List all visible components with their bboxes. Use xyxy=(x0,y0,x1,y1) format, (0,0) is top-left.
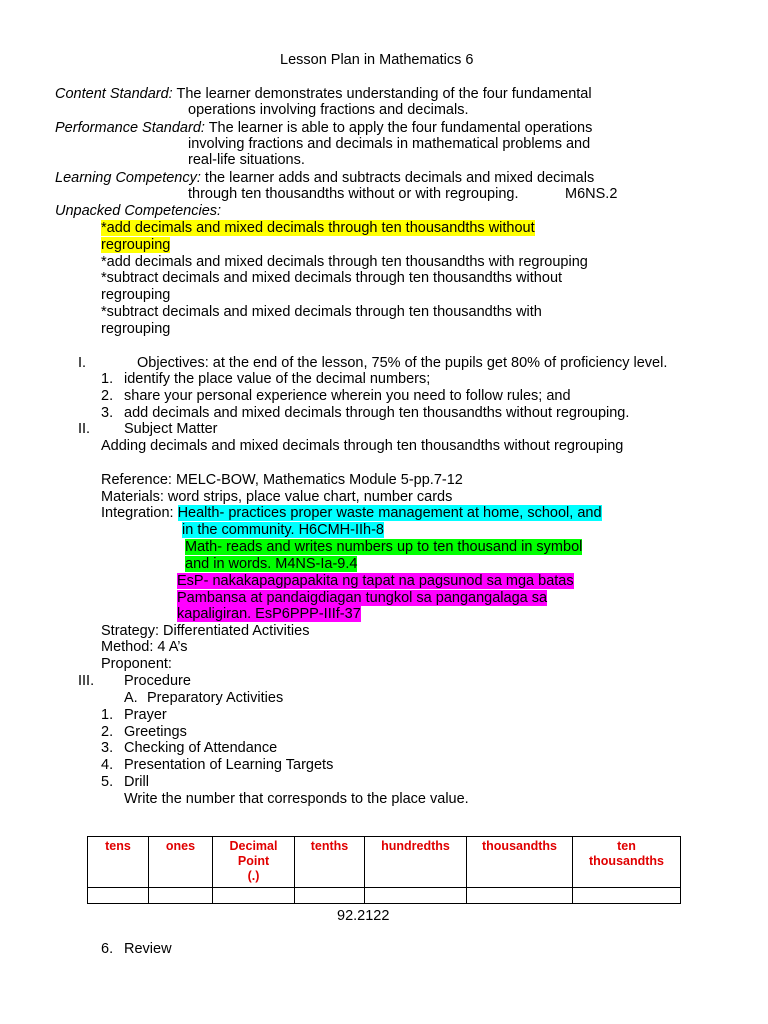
learning-competency-text: the learner adds and subtracts decimals and mixed decimals xyxy=(200,170,595,186)
section-numeral: I. xyxy=(78,355,87,371)
integration-line xyxy=(185,539,582,556)
integration xyxy=(101,505,602,522)
header-cell-ones: ones xyxy=(149,837,213,888)
place-value-table xyxy=(87,836,681,904)
unpacked-item-line xyxy=(101,237,170,254)
content-standard-line: operations involving fractions and decimals. xyxy=(188,102,469,118)
learning-competency-label: Learning Competency: xyxy=(55,170,201,186)
section-numeral: II. xyxy=(78,421,91,437)
performance-standard-label: Performance Standard: xyxy=(55,120,205,136)
highlighted-text: regrouping xyxy=(101,237,171,253)
list-number: 4. xyxy=(101,757,114,773)
list-number: 2. xyxy=(101,724,114,740)
section-numeral: III. xyxy=(78,673,95,689)
empty-cell[interactable] xyxy=(365,888,467,904)
preparatory-heading: Preparatory Activities xyxy=(147,690,284,706)
list-number: 6. xyxy=(101,941,114,957)
highlighted-text: and in words. M4NS-Ia-9.4 xyxy=(185,556,358,572)
performance-standard-line: real-life situations. xyxy=(188,152,305,168)
highlighted-text: EsP- nakakapagpapakita ng tapat na pagsunod sa mga batas xyxy=(177,573,574,589)
procedure-item: Drill xyxy=(124,774,149,790)
content-standard-label: Content Standard: xyxy=(55,86,173,102)
objectives-heading: Objectives: at the end of the lesson, 75% of the pupils get 80% of proficiency level. xyxy=(137,355,668,371)
integration-line xyxy=(177,590,547,607)
header-cell-tenths: tenths xyxy=(295,837,365,888)
header-cell-decimal-point: Decimal Point (.) xyxy=(213,837,295,888)
unpacked-competencies-label: Unpacked Competencies: xyxy=(55,203,222,219)
empty-cell[interactable] xyxy=(467,888,573,904)
highlighted-text: kapaligiran. EsP6PPP-IIIf-37 xyxy=(177,606,361,622)
list-number: 3. xyxy=(101,740,114,756)
objective-item: share your personal experience wherein you need to follow rules; and xyxy=(124,388,571,404)
header-cell-ten-thousandths: ten thousandths xyxy=(573,837,681,888)
list-number: 1. xyxy=(101,707,114,723)
performance-standard-line: involving fractions and decimals in mathematical problems and xyxy=(188,136,591,152)
highlighted-text: Math- reads and writes numbers up to ten thousand in symbol xyxy=(185,539,583,555)
review-item: Review xyxy=(124,941,172,957)
procedure-item: Presentation of Learning Targets xyxy=(124,757,334,773)
learning-competency xyxy=(55,170,594,187)
procedure-item: Checking of Attendance xyxy=(124,740,278,756)
content-standard xyxy=(55,86,592,103)
highlighted-text: Pambansa at pandaigdiagan tungkol sa pangangalaga sa xyxy=(177,590,548,606)
performance-standard-text: The learner is able to apply the four fundamental operations xyxy=(204,120,593,136)
procedure-heading: Procedure xyxy=(124,673,191,689)
header-cell-hundredths: hundredths xyxy=(365,837,467,888)
unpacked-item xyxy=(101,220,535,237)
procedure-item: Prayer xyxy=(124,707,167,723)
proponent: Proponent: xyxy=(101,656,172,672)
unpacked-item: *subtract decimals and mixed decimals through ten thousandths without xyxy=(101,270,563,286)
integration-line xyxy=(185,556,357,573)
header-cell-thousandths: thousandths xyxy=(467,837,573,888)
empty-cell[interactable] xyxy=(213,888,295,904)
performance-standard xyxy=(55,120,592,137)
objective-item: identify the place value of the decimal numbers; xyxy=(124,371,431,387)
list-number: 2. xyxy=(101,388,114,404)
method: Method: 4 A’s xyxy=(101,639,188,655)
unpacked-item: *add decimals and mixed decimals through ten thousandths with regrouping xyxy=(101,254,588,270)
learning-competency-line: through ten thousandths without or with regrouping. xyxy=(188,186,519,202)
drill-number: 92.2122 xyxy=(337,908,390,924)
subject-matter-heading: Subject Matter xyxy=(124,421,218,437)
list-number: 3. xyxy=(101,405,114,421)
unpacked-item-line: regrouping xyxy=(101,321,171,337)
empty-cell[interactable] xyxy=(149,888,213,904)
objective-item: add decimals and mixed decimals through ten thousandths without regrouping. xyxy=(124,405,630,421)
highlighted-text: in the community. H6CMH-IIh-8 xyxy=(182,522,384,538)
reference: Reference: MELC-BOW, Mathematics Module 5-pp.7-12 xyxy=(101,472,463,488)
unpacked-item-line: regrouping xyxy=(101,287,171,303)
unpacked-item: *subtract decimals and mixed decimals through ten thousandths with xyxy=(101,304,542,320)
page-title: Lesson Plan in Mathematics 6 xyxy=(280,52,474,68)
empty-cell[interactable] xyxy=(295,888,365,904)
table-header-row xyxy=(88,837,681,888)
highlighted-text: *add decimals and mixed decimals through ten thousandths without xyxy=(101,220,535,236)
empty-cell[interactable] xyxy=(88,888,149,904)
header-cell-tens: tens xyxy=(88,837,149,888)
strategy: Strategy: Differentiated Activities xyxy=(101,623,310,639)
integration-line xyxy=(177,606,361,623)
empty-cell[interactable] xyxy=(573,888,681,904)
integration-line xyxy=(177,573,574,590)
list-number: 5. xyxy=(101,774,114,790)
subject-topic: Adding decimals and mixed decimals through ten thousandths without regrouping xyxy=(101,438,624,454)
materials: Materials: word strips, place value chart, number cards xyxy=(101,489,453,505)
list-number: 1. xyxy=(101,371,114,387)
table-row xyxy=(88,888,681,904)
integration-label: Integration: xyxy=(101,505,178,521)
drill-instruction: Write the number that corresponds to the place value. xyxy=(124,791,469,807)
subsection-letter: A. xyxy=(124,690,138,706)
procedure-item: Greetings xyxy=(124,724,187,740)
integration-line xyxy=(182,522,384,539)
competency-code: M6NS.2 xyxy=(565,186,618,202)
content-standard-text: The learner demonstrates understanding of the four fundamental xyxy=(172,86,592,102)
highlighted-text: Health- practices proper waste management at home, school, and xyxy=(177,505,602,521)
